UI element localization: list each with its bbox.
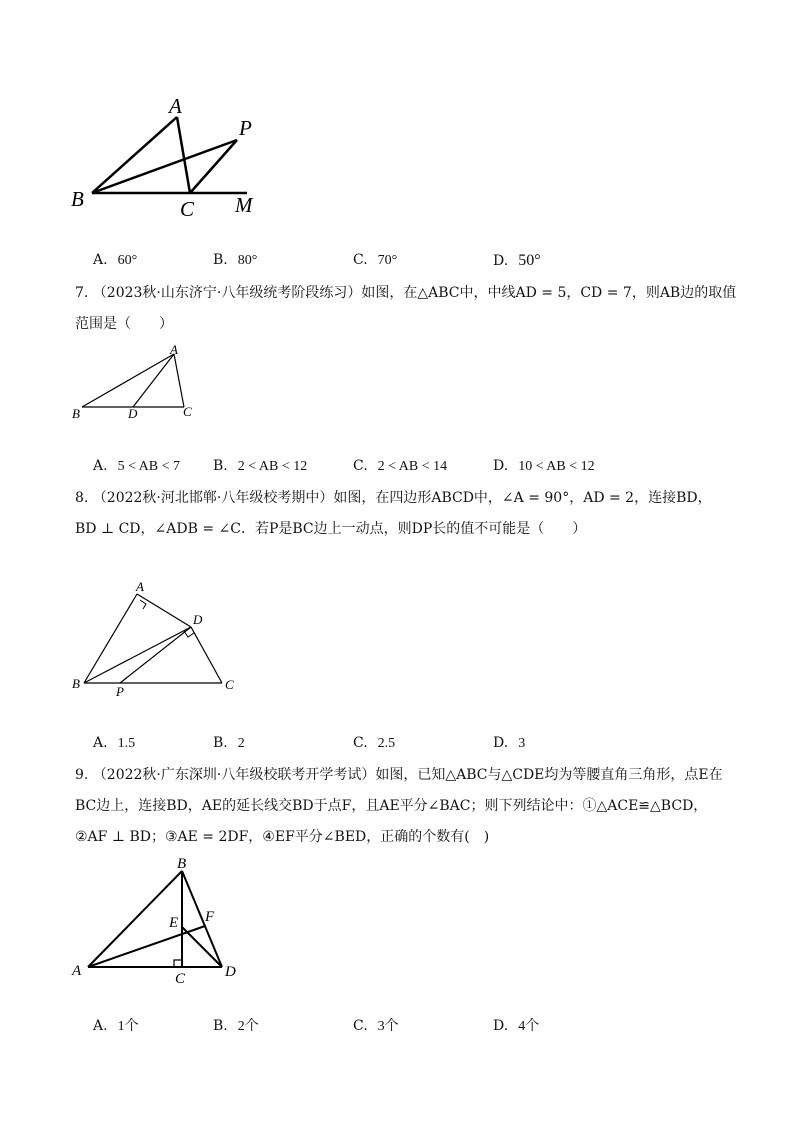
q8-option-c[interactable]: C. 2.5	[353, 735, 396, 751]
q8-label-a: A	[136, 579, 144, 594]
q8-label-d: D	[193, 612, 203, 627]
q9-label-f: F	[205, 909, 215, 925]
q7-option-d[interactable]: D. 10 < AB < 12	[493, 458, 595, 474]
q8-stem-line1: 8. （2022秋·河北邯郸·八年级校考期中）如图，在四边形ABCD中，∠A = 90°，AD = 2，连接BD，	[75, 490, 712, 506]
q7-option-c[interactable]: C. 2 < AB < 14	[353, 458, 448, 474]
q8-label-p: P	[116, 684, 124, 699]
label-c: C	[180, 197, 195, 221]
q7-label-b: B	[72, 406, 80, 421]
label-a: A	[169, 94, 182, 118]
q6-option-b[interactable]: B. 80°	[213, 252, 258, 268]
q9-option-b[interactable]: B. 2个	[213, 1018, 259, 1034]
q8-stem-line2: BD ⊥ CD，∠ADB = ∠C．若P是BC边上一动点，则DP长的值不可能是（ ）	[75, 521, 587, 537]
q8-label-b: B	[72, 676, 80, 691]
q8-option-b[interactable]: B. 2	[213, 735, 245, 751]
figure-q6	[0, 0, 800, 230]
q9-label-c: C	[175, 971, 186, 987]
q6-options	[0, 252, 800, 276]
q8-label-c: C	[225, 677, 234, 692]
q9-label-a: A	[72, 963, 82, 979]
q6-option-d[interactable]: D. 50°	[493, 252, 541, 269]
figure-q7	[0, 340, 800, 430]
q8-option-d[interactable]: D. 3	[493, 735, 526, 751]
q9-label-d: D	[225, 964, 236, 980]
q7-stem-line2: 范围是（ ）	[75, 316, 173, 332]
line-ac	[177, 117, 190, 193]
q9-option-a[interactable]: A. 1个	[93, 1018, 139, 1034]
q7-options	[0, 458, 800, 482]
q8-options	[0, 735, 800, 759]
q7-label-d: D	[128, 406, 138, 421]
q9-stem-line2: BC边上，连接BD，AE的延长线交BD于点F，且AE平分∠BAC；则下列结论中：①△ACE≌△BCD，	[75, 798, 708, 814]
line-ba	[92, 117, 177, 193]
q7-stem-line1: 7. （2023秋·山东济宁·八年级统考阶段练习）如图，在△ABC中，中线AD = 5，CD = 7，则AB边的取值	[75, 285, 737, 301]
q7-option-b[interactable]: B. 2 < AB < 12	[213, 458, 308, 474]
q9-stem-line1: 9. （2022秋·广东深圳·八年级校联考开学考试）如图，已知△ABC与△CDE均为等腰直角三角形，点E在	[75, 767, 723, 783]
q6-option-c[interactable]: C. 70°	[353, 252, 398, 268]
figure-q8	[0, 570, 800, 700]
q7-option-a[interactable]: A. 5 < AB < 7	[93, 458, 181, 474]
q7-label-c: C	[183, 404, 192, 419]
q9-stem-line3: ②AF ⊥ BD；③AE = 2DF，④EF平分∠BED，正确的个数有( )	[75, 829, 490, 845]
figure-q9	[0, 850, 800, 990]
label-m: M	[235, 193, 253, 217]
label-b: B	[71, 187, 84, 211]
q7-label-a: A	[170, 342, 178, 357]
q9-options	[0, 1015, 800, 1039]
q6-option-a[interactable]: A. 60°	[93, 252, 138, 268]
q9-option-c[interactable]: C. 3个	[353, 1018, 399, 1034]
q8-option-a[interactable]: A. 1.5	[93, 735, 136, 751]
label-p: P	[239, 116, 252, 140]
line-bp	[92, 140, 237, 193]
q9-label-b: B	[177, 856, 187, 872]
q9-label-e: E	[169, 915, 179, 931]
q9-option-d[interactable]: D. 4个	[493, 1018, 540, 1034]
